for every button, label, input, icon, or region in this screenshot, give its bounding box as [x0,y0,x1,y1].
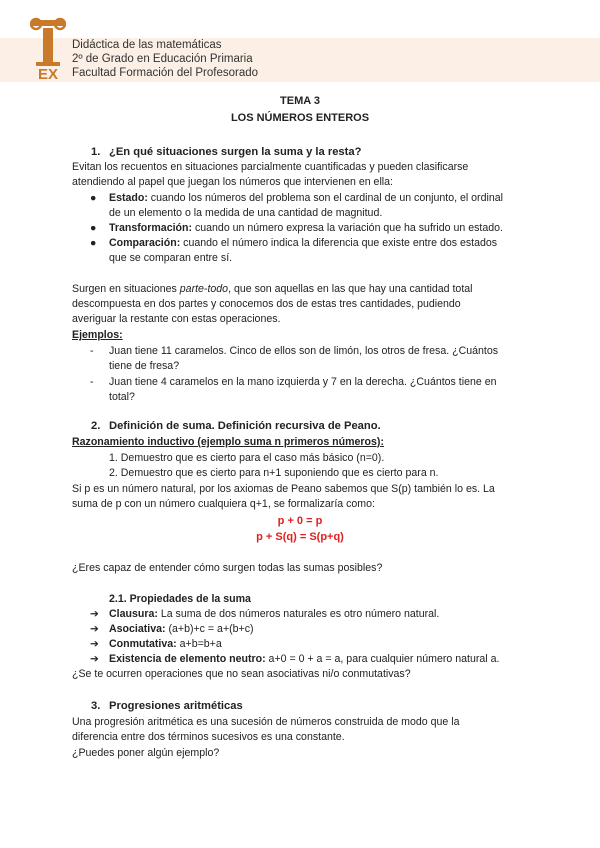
bullet-dot: ● [90,237,97,249]
subsection-heading: 2.1. Propiedades de la suma [109,593,251,605]
dash: - [90,376,94,388]
example-1-line-1: Juan tiene 11 caramelos. Cinco de ellos son de limón, los otros de fresa. ¿Cuántos [109,345,499,357]
page-title: TEMA 3 [280,95,320,107]
formula-1: p + 0 = p [277,515,323,527]
example-1-line-2: tiene de fresa? [109,360,180,372]
section-2-heading: Definición de suma. Definición recursiva de Peano. [109,420,381,432]
header-line-2: 2º de Grado en Educación Primaria [72,53,253,65]
bullet-comparacion-cont: que se comparan entre sí. [109,252,233,264]
s2-para-1: Si p es un número natural, por los axiomas de Peano sabemos que S(p) también lo es. La [72,483,495,495]
s1-intro-2: atendiendo al papel que juegan los números que intervienen en ella: [72,176,393,188]
section-2-number: 2. [91,420,101,432]
bullet-dot: ● [90,192,97,204]
section-1-heading: ¿En qué situaciones surgen la suma y la resta? [109,146,362,158]
arrow-icon: ➔ [90,623,99,635]
header-line-1: Didáctica de las matemáticas [72,39,222,51]
logo-text: EX [37,66,59,82]
property-asociativa: Asociativa: (a+b)+c = a+(b+c) [109,623,254,635]
s2-question: ¿Eres capaz de entender cómo surgen todas las sumas posibles? [72,562,383,574]
s1-para-1: Surgen en situaciones parte-todo, que son aquellas en las que hay una cantidad total [72,283,473,295]
bullet-estado: Estado: cuando los números del problema son el cardinal de un conjunto, el ordinal [109,192,503,204]
s3-question: ¿Puedes poner algún ejemplo? [72,747,220,759]
induction-step-2: 2. Demuestro que es cierto para n+1 suponiendo que es cierto para n. [109,467,439,479]
arrow-icon: ➔ [90,653,99,665]
s2-para-2: suma de p con un número cualquiera q+1, se formalizaría como: [72,498,375,510]
s3-para-1: Una progresión aritmética es una sucesión de números construida de modo que la [72,716,460,728]
property-conmutativa: Conmutativa: a+b=b+a [109,638,222,650]
bullet-comparacion: Comparación: cuando el número indica la diferencia que existe entre dos estados [109,237,498,249]
arrow-icon: ➔ [90,638,99,650]
property-neutro: Existencia de elemento neutro: a+0 = 0 + a = a, para cualquier número natural a. [109,653,500,665]
bullet-transformacion: Transformación: cuando un número expresa la variación que ha sufrido un estado. [109,222,503,234]
university-logo [30,16,66,82]
s1-intro-1: Evitan los recuentos en situaciones parcialmente cuantificadas y pueden clasificarse [72,161,469,173]
s3-para-2: diferencia entre dos términos sucesivos es una constante. [72,731,345,743]
s2-question-2: ¿Se te ocurren operaciones que no sean asociativas ni/o conmutativas? [72,668,411,680]
example-2-line-2: total? [109,391,135,403]
dash: - [90,345,94,357]
examples-label: Ejemplos: [72,329,123,341]
page-subtitle: LOS NÚMEROS ENTEROS [230,112,370,124]
s1-para-3: averiguar la restante con estas operaciones. [72,313,281,325]
inductive-label: Razonamiento inductivo (ejemplo suma n primeros números): [72,436,384,448]
header-line-3: Facultad Formación del Profesorado [72,67,259,79]
formula-2: p + S(q) = S(p+q) [256,531,344,543]
section-3-number: 3. [91,700,101,712]
example-2-line-1: Juan tiene 4 caramelos en la mano izquierda y 7 en la derecha. ¿Cuántos tiene en [109,376,497,388]
bullet-dot: ● [90,222,97,234]
induction-step-1: 1. Demuestro que es cierto para el caso más básico (n=0). [109,452,385,464]
section-1-number: 1. [91,146,101,158]
header-text [72,38,258,80]
section-3-heading: Progresiones aritméticas [109,700,243,712]
arrow-icon: ➔ [90,608,99,620]
bullet-estado-cont: de un elemento o la medida de una cantidad de magnitud. [109,207,383,219]
s1-para-2: descompuesta en dos partes y conocemos dos de estas tres cantidades, pudiendo [72,298,461,310]
property-clausura: Clausura: La suma de dos números naturales es otro número natural. [109,608,440,620]
